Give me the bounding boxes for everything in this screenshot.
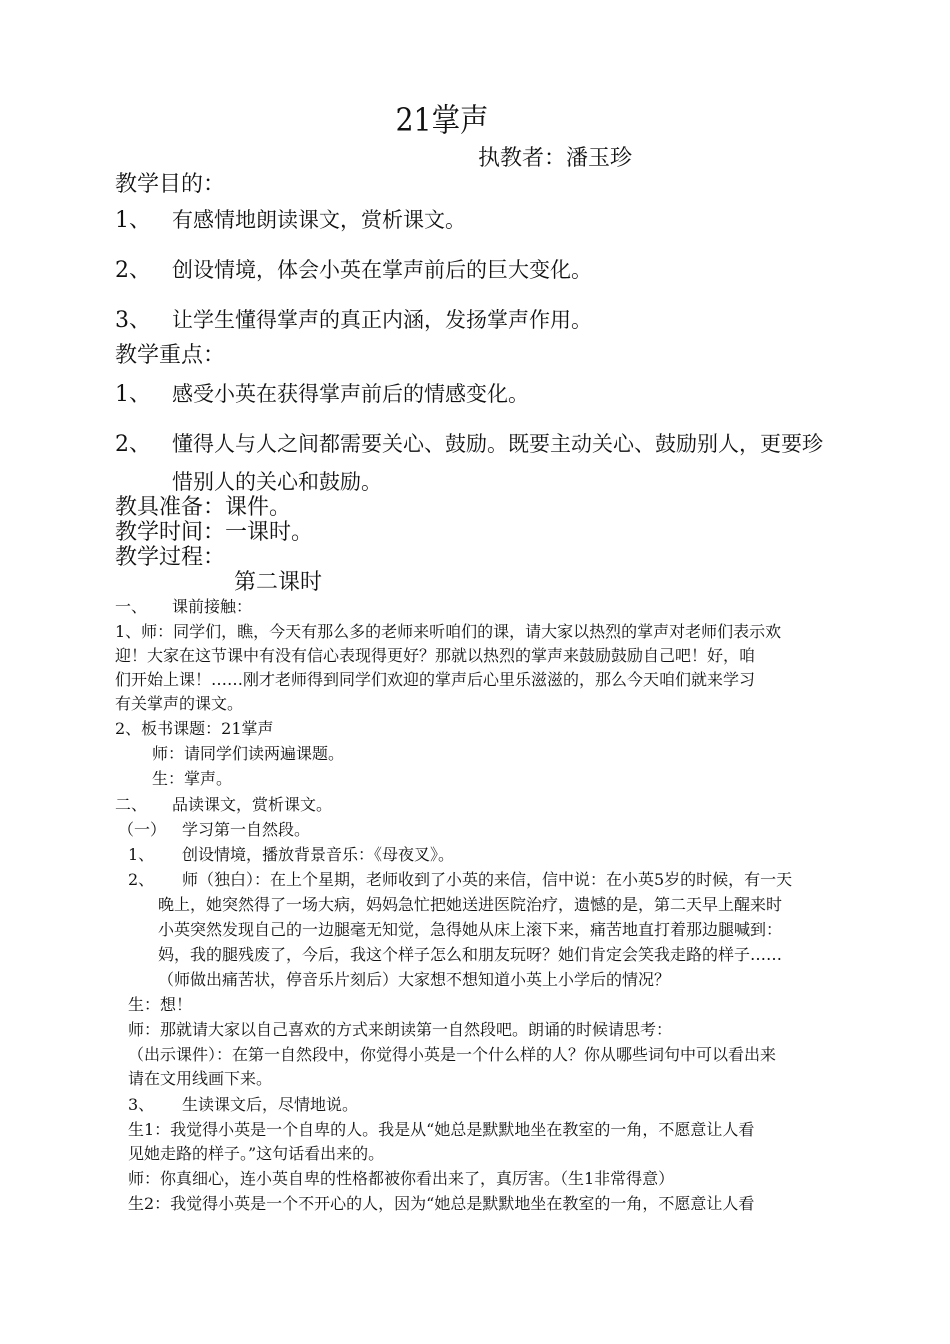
- item-number: 2、: [128, 870, 155, 889]
- focus-number: 1、: [115, 382, 151, 407]
- goal-text: 让学生懂得掌声的真正内涵，发扬掌声作用。: [172, 308, 592, 332]
- process-heading: 教学过程：: [115, 545, 226, 570]
- focus-number: 2、: [115, 432, 151, 457]
- subsection-title: 学习第一自然段。: [182, 820, 311, 839]
- section-number: 二、: [115, 795, 148, 814]
- paragraph-line: 1、师：同学们，瞧，今天有那么多的老师来听咱们的课，请大家以热烈的掌声对老师们表示欢: [115, 622, 782, 641]
- courseware-line: （出示课件）：在第一自然段中，你觉得小英是一个什么样的人？你从哪些词句中可以看出来: [128, 1045, 777, 1064]
- goal-text: 创设情境，体会小英在掌声前后的巨大变化。: [172, 258, 592, 282]
- focus-text: 懂得人与人之间都需要关心、鼓励。既要主动关心、鼓励别人，更要珍: [172, 432, 823, 456]
- paragraph-line: 们开始上课！……刚才老师得到同学们欢迎的掌声后心里乐滋滋的，那么今天咱们就来学习: [115, 670, 756, 689]
- goal-text: 有感情地朗读课文，赏析课文。: [172, 208, 466, 232]
- courseware-line: 请在文用线画下来。: [128, 1069, 273, 1088]
- goal-number: 2、: [115, 258, 151, 283]
- goal-number: 3、: [115, 308, 151, 333]
- item-text-line: 妈，我的腿残废了，今后，我这个样子怎么和朋友玩呀？她们肯定会笑我走路的样子……: [158, 945, 783, 964]
- teacher-line: 师：你真细心，连小英自卑的性格都被你看出来了，真厉害。（生1非常得意）: [128, 1169, 675, 1188]
- paragraph-line: 迎！大家在这节课中有没有信心表现得更好？那就以热烈的掌声来鼓励鼓励自己吧！好，咱: [115, 646, 756, 665]
- paragraph-line: 有关掌声的课文。: [115, 694, 244, 713]
- section-title: 课前接触：: [172, 597, 253, 616]
- item-number: 3、: [128, 1095, 155, 1114]
- section-title: 品读课文，赏析课文。: [172, 795, 333, 814]
- board-title-line: 2、板书课题：21掌声: [115, 719, 274, 738]
- student-line: 生1：我觉得小英是一个自卑的人。我是从“她总是默默地坐在教室的一角，不愿意让人看: [128, 1120, 755, 1139]
- goals-heading: 教学目的：: [115, 172, 226, 197]
- student-line: 生：掌声。: [152, 769, 233, 788]
- teacher-line: 师：请同学们读两遍课题。: [152, 744, 345, 763]
- teaching-aids: 教具准备：课件。: [115, 495, 292, 520]
- focus-text-continued: 惜别人的关心和鼓励。: [172, 470, 382, 494]
- item-text-line: 小英突然发现自己的一边腿毫无知觉，急得她从床上滚下来，痛苦地直打着那边腿喊到：: [158, 920, 783, 939]
- subsection-number: （一）: [118, 820, 167, 839]
- section-number: 一、: [115, 597, 148, 616]
- document-title: 21掌声: [395, 101, 489, 139]
- item-text: 生读课文后，尽情地说。: [182, 1095, 359, 1114]
- item-text-line: 晚上，她突然得了一场大病，妈妈急忙把她送进医院治疗，遗憾的是，第二天早上醒来时: [158, 895, 783, 914]
- focus-text: 感受小英在获得掌声前后的情感变化。: [172, 382, 529, 406]
- teaching-time: 教学时间：一课时。: [115, 520, 314, 545]
- student-line: 生2：我觉得小英是一个不开心的人，因为“她总是默默地坐在教室的一角，不愿意让人看: [128, 1194, 755, 1213]
- item-text-line: 师（独白）：在上个星期，老师收到了小英的来信，信中说：在小英5岁的时候，有一天: [182, 870, 793, 889]
- focus-heading: 教学重点：: [115, 343, 226, 368]
- item-text: 创设情境，播放背景音乐：《母夜叉》。: [182, 845, 455, 864]
- student-answer: 生：想！: [128, 995, 193, 1014]
- lesson-label: 第二课时: [234, 570, 323, 595]
- student-line: 见她走路的样子。”这句话看出来的。: [128, 1144, 385, 1163]
- teacher-line: 师：那就请大家以自己喜欢的方式来朗读第一自然段吧。朗诵的时候请思考：: [128, 1020, 673, 1039]
- item-number: 1、: [128, 845, 155, 864]
- author-line: 执教者：潘玉珍: [478, 146, 633, 171]
- item-text-line: （师做出痛苦状，停音乐片刻后）大家想不想知道小英上小学后的情况？: [158, 970, 671, 989]
- goal-number: 1、: [115, 208, 151, 233]
